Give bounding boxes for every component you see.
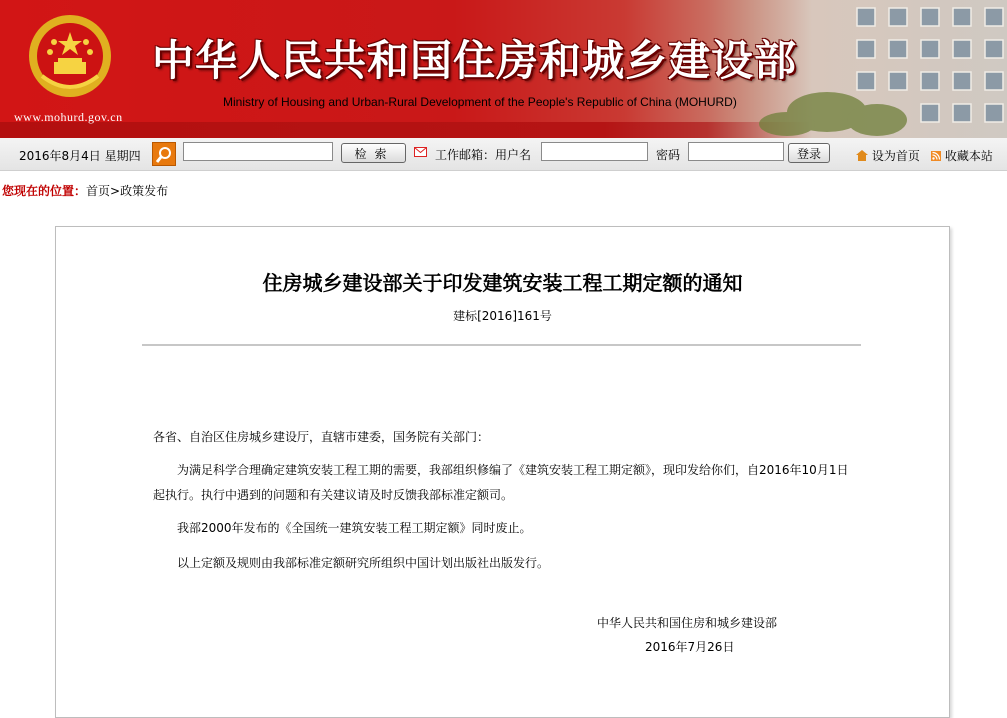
mail-icon — [414, 147, 427, 157]
login-button[interactable]: 登录 — [788, 143, 830, 163]
bookmark-label: 收藏本站 — [944, 149, 993, 163]
paragraph-2: 我部2000年发布的《全国统一建筑安装工程工期定额》同时废止。 — [177, 521, 532, 535]
title-divider — [142, 344, 861, 346]
site-url: www.mohurd.gov.cn — [14, 110, 123, 124]
signature: 中华人民共和国住房和城乡建设部 — [597, 616, 778, 630]
salutation: 各省、自治区住房城乡建设厅，直辖市建委，国务院有关部门： — [153, 430, 490, 444]
content-panel — [55, 226, 950, 718]
bookmark-link[interactable] — [931, 147, 993, 164]
search-input[interactable] — [183, 142, 333, 161]
document-title: 住房城乡建设部关于印发建筑安装工程工期定额的通知 — [262, 271, 743, 295]
paragraph-1-line-2: 起执行。执行中遇到的问题和有关建议请及时反馈我部标准定额司。 — [153, 488, 514, 502]
mail-username-label: 工作邮箱：用户名 — [435, 148, 532, 162]
paragraph-1-line-1: 为满足科学合理确定建筑安装工程工期的需要，我部组织修编了《建筑安装工程工期定额》，现印发给你们，自2016年10月1日 — [177, 463, 849, 477]
search-button[interactable]: 检索 — [341, 143, 406, 163]
site-title: 中华人民共和国住房和城乡建设部 — [152, 36, 798, 85]
paragraph-3: 以上定额及规则由我部标准定额研究所组织中国计划出版社出版发行。 — [177, 556, 550, 570]
national-emblem-icon — [28, 14, 112, 98]
rss-icon — [931, 151, 941, 161]
set-homepage-label: 设为首页 — [871, 149, 920, 163]
set-homepage-link[interactable] — [856, 147, 920, 164]
password-label: 密码 — [656, 148, 681, 162]
toolbar — [0, 138, 1007, 171]
breadcrumb-label: 您现在的位置： — [2, 184, 87, 198]
password-field[interactable] — [688, 142, 784, 161]
search-icon[interactable] — [152, 142, 176, 166]
signature-date: 2016年7月26日 — [645, 640, 735, 654]
document-number: 建标[2016]161号 — [453, 309, 552, 323]
breadcrumb-path[interactable]: 首页>政策发布 — [86, 184, 169, 198]
home-icon — [856, 150, 868, 161]
header-banner — [0, 0, 1007, 138]
breadcrumb — [2, 182, 168, 199]
site-title-english: Ministry of Housing and Urban-Rural Development of the People's Republic of China (MOHURD) — [223, 95, 737, 109]
current-date: 2016年8月4日 星期四 — [19, 149, 141, 163]
username-field[interactable] — [541, 142, 648, 161]
